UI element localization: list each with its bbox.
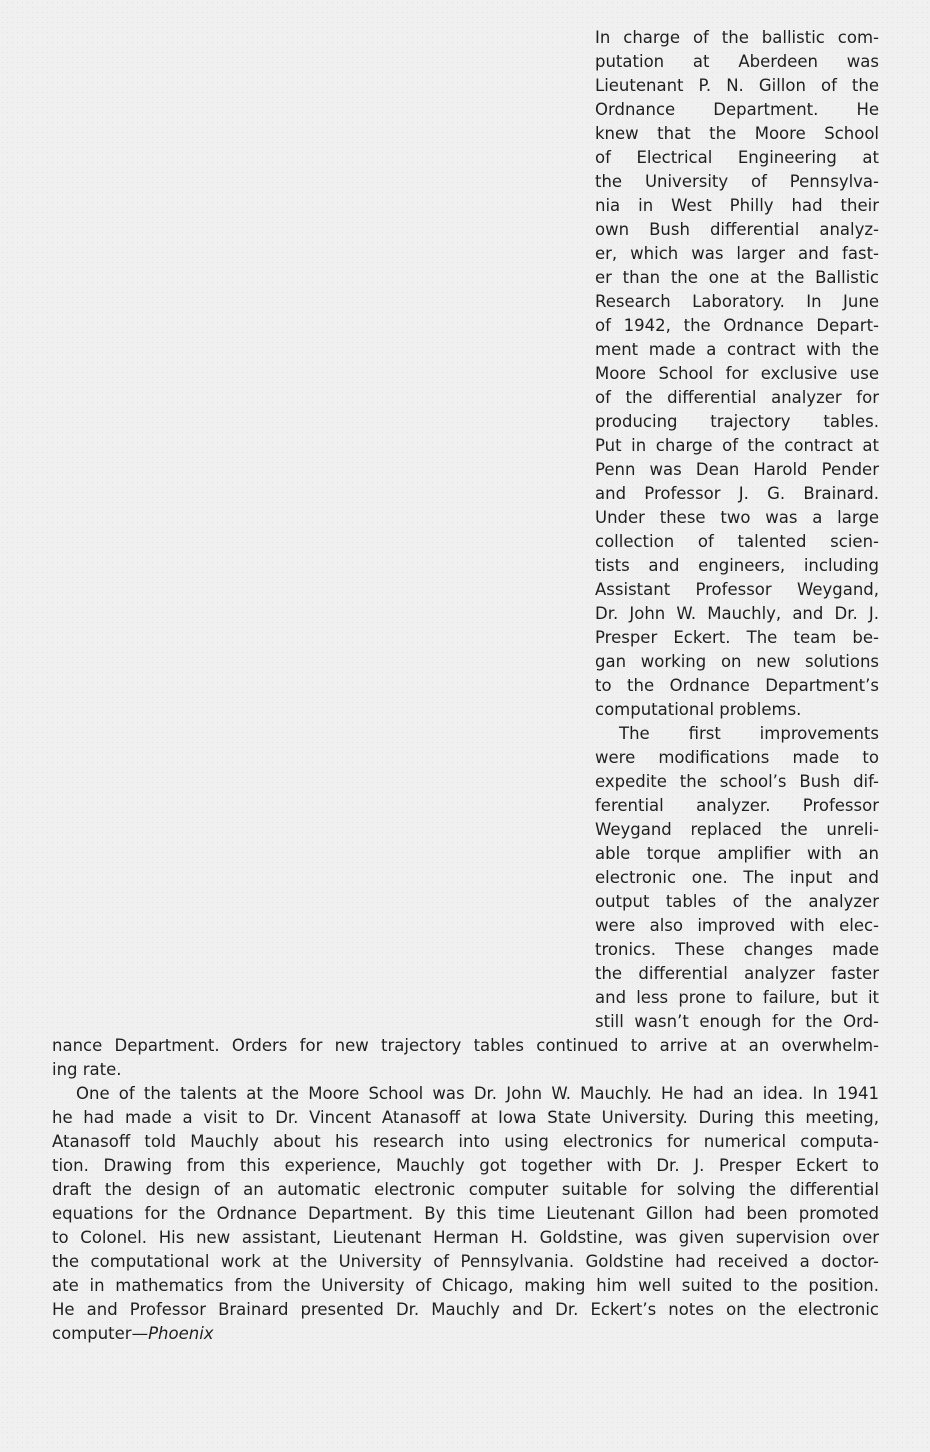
text-line: Dr. John W. Mauchly, and Dr. J. bbox=[595, 604, 879, 623]
text-line: Ordnance Department. He bbox=[595, 100, 879, 119]
phoenix-credit: Phoenix bbox=[148, 1324, 214, 1343]
text-line: equations for the Ordnance Department. By this time Lieutenant Gillon had been promoted bbox=[52, 1204, 879, 1223]
text-line: ferential analyzer. Professor bbox=[595, 796, 879, 815]
text-line: he had made a visit to Dr. Vincent Atanasoff at Iowa State University. During this meeting, bbox=[52, 1108, 879, 1127]
text-line: producing trajectory tables. bbox=[595, 412, 879, 431]
text-line: ment made a contract with the bbox=[595, 340, 879, 359]
text-line: ate in mathematics from the University of Chicago, making him well suited to the position. bbox=[52, 1276, 879, 1295]
text-line: computational problems. bbox=[595, 700, 802, 719]
text-line: the differential analyzer faster bbox=[595, 964, 879, 983]
text-line: nia in West Philly had their bbox=[595, 196, 879, 215]
text-line: were modifications made to bbox=[595, 748, 879, 767]
text-line: ing rate. bbox=[52, 1060, 122, 1079]
text-line: and Professor J. G. Brainard. bbox=[595, 484, 879, 503]
text-line: knew that the Moore School bbox=[595, 124, 879, 143]
text-line: Assistant Professor Weygand, bbox=[595, 580, 879, 599]
text-line: the computational work at the University of Pennsylvania. Goldstine had received a doctor- bbox=[52, 1252, 879, 1271]
text-line: putation at Aberdeen was bbox=[595, 52, 879, 71]
text-line: the University of Pennsylva- bbox=[595, 172, 879, 191]
article-full-width bbox=[52, 1034, 879, 1346]
text-line: draft the design of an automatic electronic computer suitable for solving the differential bbox=[52, 1180, 879, 1199]
text-line: Atanasoff told Mauchly about his research into using electronics for numerical computa- bbox=[52, 1132, 879, 1151]
text-line: nance Department. Orders for new trajectory tables continued to arrive at an overwhelm- bbox=[52, 1036, 879, 1055]
text-line: computer—Phoenix bbox=[52, 1324, 214, 1343]
text-line: of the differential analyzer for bbox=[595, 388, 879, 407]
text-line: gan working on new solutions bbox=[595, 652, 879, 671]
text-line: output tables of the analyzer bbox=[595, 892, 879, 911]
text-line: Weygand replaced the unreli- bbox=[595, 820, 879, 839]
text-line: Moore School for exclusive use bbox=[595, 364, 879, 383]
text-line: He and Professor Brainard presented Dr. Mauchly and Dr. Eckert’s notes on the electronic bbox=[52, 1300, 879, 1319]
text-line: of Electrical Engineering at bbox=[595, 148, 879, 167]
text-line: Penn was Dean Harold Pender bbox=[595, 460, 879, 479]
text-line: able torque amplifier with an bbox=[595, 844, 879, 863]
text-line: collection of talented scien- bbox=[595, 532, 879, 551]
text-line: tronics. These changes made bbox=[595, 940, 879, 959]
text-line: er than the one at the Ballistic bbox=[595, 268, 879, 287]
text-line: Presper Eckert. The team be- bbox=[595, 628, 879, 647]
text-line: Put in charge of the contract at bbox=[595, 436, 879, 455]
text-line: to the Ordnance Department’s bbox=[595, 676, 879, 695]
text-line: of 1942, the Ordnance Depart- bbox=[595, 316, 879, 335]
text-line: to Colonel. His new assistant, Lieutenant Herman H. Goldstine, was given supervision over bbox=[52, 1228, 879, 1247]
text-line: Under these two was a large bbox=[595, 508, 879, 527]
text-line: In charge of the ballistic com- bbox=[595, 28, 879, 47]
text-line: The first improvements bbox=[619, 724, 879, 743]
text-line: er, which was larger and fast- bbox=[595, 244, 879, 263]
text-line: Research Laboratory. In June bbox=[595, 292, 879, 311]
text-line: were also improved with elec- bbox=[595, 916, 879, 935]
text-line: tion. Drawing from this experience, Mauchly got together with Dr. J. Presper Eckert to bbox=[52, 1156, 879, 1175]
text-line: electronic one. The input and bbox=[595, 868, 879, 887]
text-line: tists and engineers, including bbox=[595, 556, 879, 575]
text-line: still wasn’t enough for the Ord- bbox=[595, 1012, 879, 1031]
text-line: One of the talents at the Moore School was Dr. John W. Mauchly. He had an idea. In 1941 bbox=[76, 1084, 879, 1103]
text-line: expedite the school’s Bush dif- bbox=[595, 772, 879, 791]
text-line: Lieutenant P. N. Gillon of the bbox=[595, 76, 879, 95]
article-right-column bbox=[595, 26, 879, 1034]
text-line: own Bush differential analyz- bbox=[595, 220, 879, 239]
text-line: and less prone to failure, but it bbox=[595, 988, 879, 1007]
